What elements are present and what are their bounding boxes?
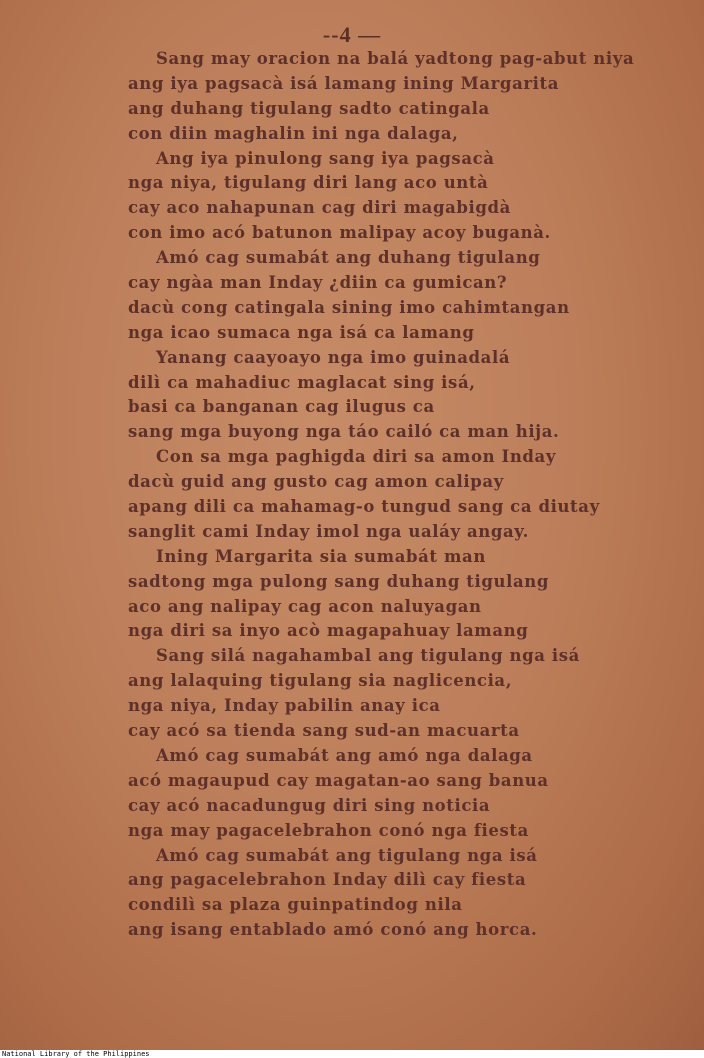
verse-line: basi ca banganan cag ilugus ca	[128, 397, 435, 417]
verse-line: Yanang caayoayo nga imo guinadalá	[156, 347, 511, 367]
verse-line: cay ngàa man Inday ¿diin ca gumican?	[128, 273, 508, 293]
verse-line: Amó cag sumabát ang amó nga dalaga	[156, 745, 533, 765]
stanza	[128, 346, 648, 446]
verse-line: sadtong mga pulong sang duhang tigulang	[128, 571, 550, 591]
verse-line: Sang silá nagahambal ang tigulang nga isá	[156, 646, 580, 666]
verse-line: ang iya pagsacà isá lamang ining Margarita	[128, 73, 560, 93]
verse-line: con diin maghalin ini nga dalaga,	[128, 123, 459, 143]
stanza	[128, 147, 648, 247]
verse-line: acó magaupud cay magatan-ao sang banua	[128, 770, 549, 790]
stanza	[128, 445, 648, 545]
verse-line: dacù cong catingala sining imo cahimtangan	[128, 297, 570, 317]
poem-body	[128, 47, 648, 943]
verse-line: ang duhang tigulang sadto catingala	[128, 98, 490, 118]
verse-line: aco ang nalipay cag acon naluyagan	[128, 596, 482, 616]
stanza	[128, 545, 648, 645]
stanza	[128, 47, 648, 147]
verse-line: sang mga buyong nga táo cailó ca man hija.	[128, 422, 560, 442]
stanza	[128, 744, 648, 844]
verse-line: cay acó sa tienda sang sud-an macuarta	[128, 721, 520, 741]
verse-line: Amó cag sumabát ang tigulang nga isá	[156, 845, 538, 865]
verse-line: condilì sa plaza guinpatindog nila	[128, 895, 463, 915]
verse-line: apang dili ca mahamag-o tungud sang ca diutay	[128, 497, 600, 517]
verse-line: ang pagacelebrahon Inday dilì cay fiesta	[128, 870, 527, 890]
verse-line: Amó cag sumabát ang duhang tigulang	[156, 248, 541, 268]
verse-line: nga niya, tigulang diri lang aco untà	[128, 173, 489, 193]
verse-line: ang isang entablado amó conó ang horca.	[128, 920, 538, 940]
page-number: --4 —	[322, 22, 382, 47]
verse-line: nga niya, Inday pabilin anay ica	[128, 696, 441, 716]
verse-line: nga icao sumaca nga isá ca lamang	[128, 322, 475, 342]
verse-line: sanglit cami Inday imol nga ualáy angay.	[128, 521, 529, 541]
verse-line: Ang iya pinulong sang iya pagsacà	[156, 148, 495, 168]
library-footer: National Library of the Philippines	[2, 1050, 150, 1058]
verse-line: nga may pagacelebrahon conó nga fiesta	[128, 820, 529, 840]
stanza	[128, 246, 648, 346]
verse-line: Ining Margarita sia sumabát man	[156, 546, 486, 566]
verse-line: Con sa mga paghigda diri sa amon Inday	[156, 447, 557, 467]
verse-line: nga diri sa inyo acò magapahuay lamang	[128, 621, 529, 641]
verse-line: con imo acó batunon malipay acoy buganà.	[128, 223, 551, 243]
stanza	[128, 644, 648, 744]
stanza	[128, 844, 648, 944]
verse-line: Sang may oracion na balá yadtong pag-abut niya	[156, 49, 635, 68]
verse-line: dilì ca mahadiuc maglacat sing isá,	[128, 372, 476, 392]
verse-line: ang lalaquing tigulang sia naglicencia,	[128, 671, 513, 691]
verse-line: cay aco nahapunan cag diri magabigdà	[128, 198, 511, 218]
verse-line: dacù guid ang gusto cag amon calipay	[128, 472, 504, 492]
verse-line: cay acó nacadungug diri sing noticia	[128, 795, 491, 815]
